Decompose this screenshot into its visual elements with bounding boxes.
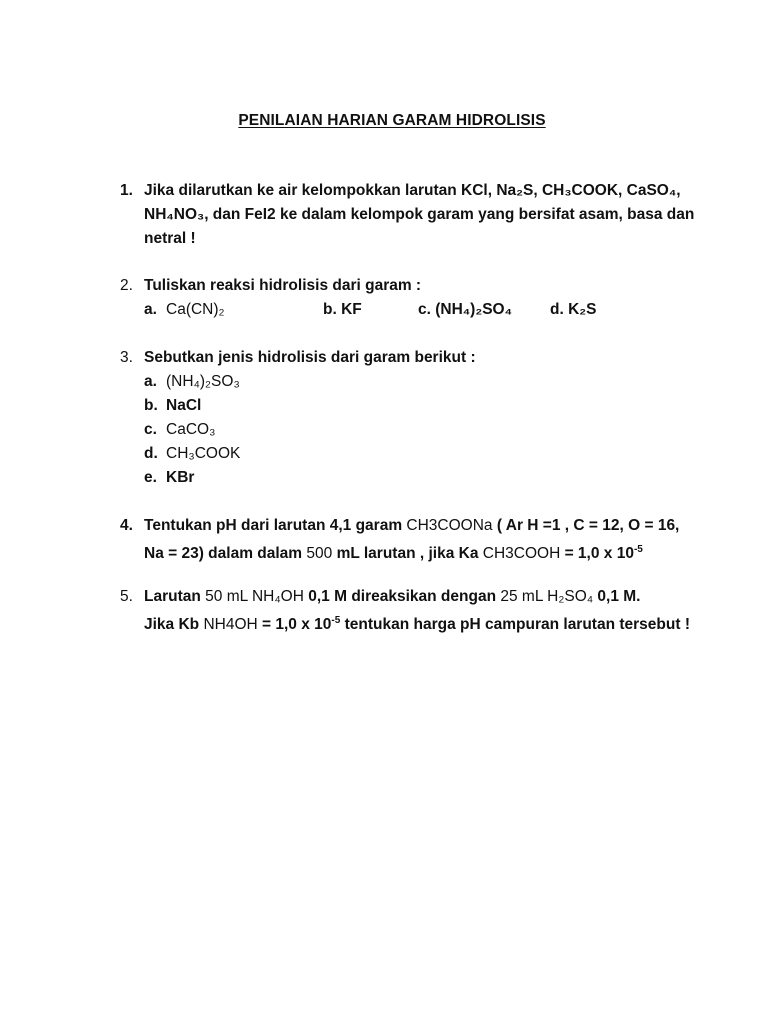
q4-line2-formula: CH3COOH	[482, 545, 561, 563]
q5-line1-part: 0,1 M direaksikan dengan	[303, 588, 501, 605]
question-1-line-3: netral !	[144, 230, 196, 247]
question-3-item-text: NaCl	[166, 397, 202, 414]
question-1-line-2: NH₄NO₃, dan FeI2 ke dalam kelompok garam yang bersifat asam, basa dan	[144, 206, 695, 223]
question-3-item-label: b.	[144, 397, 158, 414]
q5-line2-formula: NH4OH	[203, 616, 258, 634]
question-3-item-label: c.	[144, 421, 157, 438]
question-3-item-text: CaCO₃	[166, 421, 216, 438]
question-3-number: 3.	[120, 349, 133, 366]
q4-exponent: -5	[633, 544, 643, 555]
page-title: PENILAIAN HARIAN GARAM HIDROLISIS	[238, 112, 546, 129]
question-5-number: 5.	[120, 588, 133, 605]
q4-line2-part: = 1,0 x 10	[560, 545, 634, 563]
question-3-text: Sebutkan jenis hidrolisis dari garam berikut :	[144, 349, 476, 366]
question-3-item-text: CH₃COOK	[166, 445, 241, 462]
question-4-line-1	[144, 516, 679, 536]
q5-line2-part: Jika Kb	[144, 616, 204, 634]
question-2-option-a-label: a.	[144, 301, 157, 318]
question-1-line-1: Jika dilarutkan ke air kelompokkan larutan KCl, Na₂S, CH₃COOK, CaSO₄,	[144, 182, 681, 199]
question-2-option-c: c. (NH₄)₂SO₄	[418, 301, 512, 318]
question-2-option-b: b. KF	[323, 301, 362, 318]
question-2-text: Tuliskan reaksi hidrolisis dari garam :	[144, 277, 422, 294]
q4-line1-part: Tentukan pH dari larutan 4,1 garam	[144, 517, 407, 534]
question-2-option-d: d. K₂S	[550, 301, 597, 318]
question-2-option-a: Ca(CN)₂	[166, 301, 225, 318]
question-4-line-2	[144, 540, 643, 564]
question-3-item-text: KBr	[166, 469, 195, 486]
q4-line2-part: mL larutan , jika Ka	[332, 545, 483, 563]
question-1-number: 1.	[120, 182, 133, 199]
q4-line2-part: Na = 23) dalam dalam	[144, 545, 307, 563]
q5-exponent: -5	[331, 615, 341, 626]
q5-line2-part: = 1,0 x 10	[257, 616, 332, 634]
question-5-line-2	[144, 611, 690, 635]
q5-line1-reagent: 25 mL H₂SO₄	[500, 588, 594, 605]
question-3-item-text: (NH₄)₂SO₃	[166, 373, 240, 390]
question-4-number: 4.	[120, 517, 133, 534]
q4-line2-number: 500	[306, 545, 333, 563]
question-3-item-label: a.	[144, 373, 157, 390]
q4-line1-part: ( Ar H =1 , C = 12, O = 16,	[492, 517, 680, 534]
q5-line2-part: tentukan harga pH campuran larutan tersebut !	[340, 616, 690, 634]
q5-line1-part: Larutan	[144, 588, 206, 605]
q5-line1-part: 0,1 M.	[593, 588, 641, 605]
question-5-line-1	[144, 587, 641, 607]
question-3-item-label: d.	[144, 445, 158, 462]
question-2-number: 2.	[120, 277, 133, 294]
q5-line1-reagent: 50 mL NH₄OH	[205, 588, 304, 605]
question-3-item-label: e.	[144, 469, 157, 486]
q4-line1-formula: CH3COONa	[406, 517, 493, 534]
